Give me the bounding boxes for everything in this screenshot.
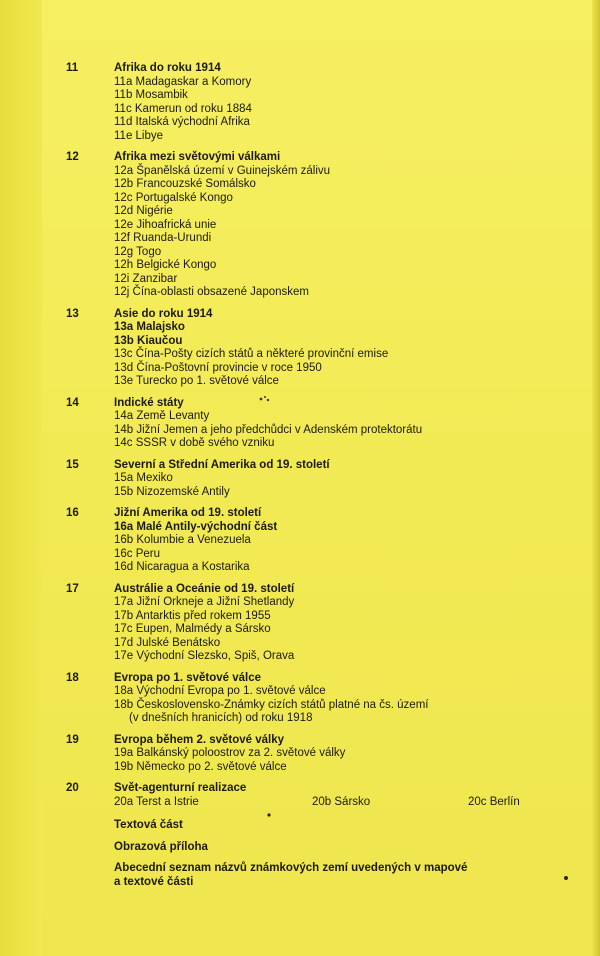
toc-entry: 17e Východní Slezsko, Spiš, Orava <box>114 650 295 662</box>
section-number: 15 <box>66 458 79 471</box>
section-number: 17 <box>66 582 79 595</box>
text-part-heading: Textová část <box>114 819 183 831</box>
toc-entry: 18a Východní Evropa po 1. světové válce <box>114 685 326 697</box>
index-heading-line1: Abecední seznam názvů známkových zemí uvedených v mapové <box>114 862 468 874</box>
toc-entry: 12c Portugalské Kongo <box>114 191 233 204</box>
toc-entry: 16b Kolumbie a Venezuela <box>114 534 251 546</box>
toc-section-19 <box>0 734 600 775</box>
section-number: 16 <box>66 507 79 519</box>
toc-entry-row <box>114 796 600 810</box>
ink-speck-mark <box>255 392 275 406</box>
toc-section-13 <box>0 308 600 389</box>
toc-entry: 20a Terst a Istrie <box>114 795 199 808</box>
toc-entry-bold: 13b Kiaučou <box>114 334 183 347</box>
toc-entry: 12d Nigérie <box>114 205 173 217</box>
toc-entry: 17c Eupen, Malmédy a Sársko <box>114 623 271 635</box>
toc-section-14 <box>0 397 600 451</box>
toc-entry: 12i Zanzibar <box>114 272 178 285</box>
section-number: 18 <box>66 671 79 684</box>
section-number: 12 <box>66 151 79 163</box>
toc-entry: 11d Italská východní Afrika <box>114 116 250 128</box>
section-title: Afrika mezi světovými válkami <box>114 151 281 163</box>
toc-entry: 12g Togo <box>114 245 162 258</box>
section-title: Asie do roku 1914 <box>114 307 213 320</box>
dot-mark <box>562 874 570 882</box>
toc-entry: 13c Čína-Pošty cizích států a některé provinční emise <box>114 348 389 360</box>
toc-entry-continuation: (v dnešních hranicích) od roku 1918 <box>129 712 313 724</box>
index-heading-line2: a textové části <box>114 875 194 888</box>
toc-entry: 18b Československo-Známky cizích států platné na čs. území <box>114 698 429 711</box>
toc-entry: 15a Mexiko <box>114 472 173 484</box>
toc-section-12 <box>0 151 600 300</box>
section-title: Severní a Střední Amerika od 19. století <box>114 458 330 471</box>
toc-entry: 14a Země Levanty <box>114 410 210 422</box>
toc-entry: 11e Libye <box>114 129 164 142</box>
toc-entry: 20b Sársko <box>312 795 371 808</box>
toc-entry: 14c SSSR v době svého vzniku <box>114 437 275 449</box>
toc-entry: 15b Nizozemské Antily <box>114 485 230 498</box>
toc-section-18 <box>0 672 600 726</box>
toc-entry: 13e Turecko po 1. světové válce <box>114 375 279 387</box>
section-number: 14 <box>66 396 79 409</box>
toc-entry: 17a Jižní Orkneje a Jižní Shetlandy <box>114 596 295 608</box>
dot-mark <box>266 812 272 818</box>
toc-entry: 11c Kamerun od roku 1884 <box>114 102 252 115</box>
section-title: Jižní Amerika od 19. století <box>114 507 262 519</box>
toc-section-20 <box>0 782 600 809</box>
toc-entry: 16d Nicaragua a Kostarika <box>114 561 250 573</box>
toc-section-17 <box>0 583 600 664</box>
section-title: Svět-agenturní realizace <box>114 782 247 794</box>
toc-entry: 12e Jihoafrická unie <box>114 218 217 231</box>
toc-entry: 20c Berlín <box>468 795 520 808</box>
section-number: 13 <box>66 307 79 320</box>
toc-entry: 13d Čína-Poštovní provincie v roce 1950 <box>114 361 322 374</box>
toc-entry: 17d Julské Benátsko <box>114 636 221 649</box>
table-of-contents <box>0 62 600 889</box>
toc-section-16 <box>0 507 600 575</box>
appendix-list <box>114 819 600 889</box>
toc-entry: 12j Čína-oblasti obsazené Japonskem <box>114 286 309 298</box>
toc-entry: 17b Antarktis před rokem 1955 <box>114 609 271 622</box>
toc-entry: 12b Francouzské Somálsko <box>114 178 256 190</box>
toc-entry-bold: 13a Malajsko <box>114 321 185 333</box>
section-title: Austrálie a Oceánie od 19. století <box>114 582 295 595</box>
section-number: 19 <box>66 733 79 746</box>
toc-entry: 12f Ruanda-Urundi <box>114 232 212 244</box>
section-title: Evropa během 2. světové války <box>114 733 285 746</box>
image-appendix-heading: Obrazová příloha <box>114 840 208 853</box>
toc-entry: 19a Balkánský poloostrov za 2. světové války <box>114 747 346 759</box>
toc-entry: 19b Německo po 2. světové válce <box>114 760 287 773</box>
toc-section-15 <box>0 459 600 500</box>
toc-entry: 16c Peru <box>114 547 161 560</box>
toc-entry: 12a Španělská území v Guinejském zálivu <box>114 164 331 177</box>
section-number: 11 <box>66 62 79 74</box>
toc-entry: 11b Mosambik <box>114 89 188 101</box>
toc-entry-bold: 16a Malé Antily-východní část <box>114 520 278 533</box>
section-title: Indické státy <box>114 396 184 409</box>
toc-section-11 <box>0 62 600 143</box>
toc-entry: 12h Belgické Kongo <box>114 259 217 271</box>
toc-entry: 11a Madagaskar a Komory <box>114 75 252 88</box>
section-number: 20 <box>66 782 79 794</box>
section-title: Afrika do roku 1914 <box>114 62 221 74</box>
toc-entry: 14b Jižní Jemen a jeho předchůdci v Adenském protektorátu <box>114 423 423 436</box>
section-title: Evropa po 1. světové válce <box>114 671 262 684</box>
